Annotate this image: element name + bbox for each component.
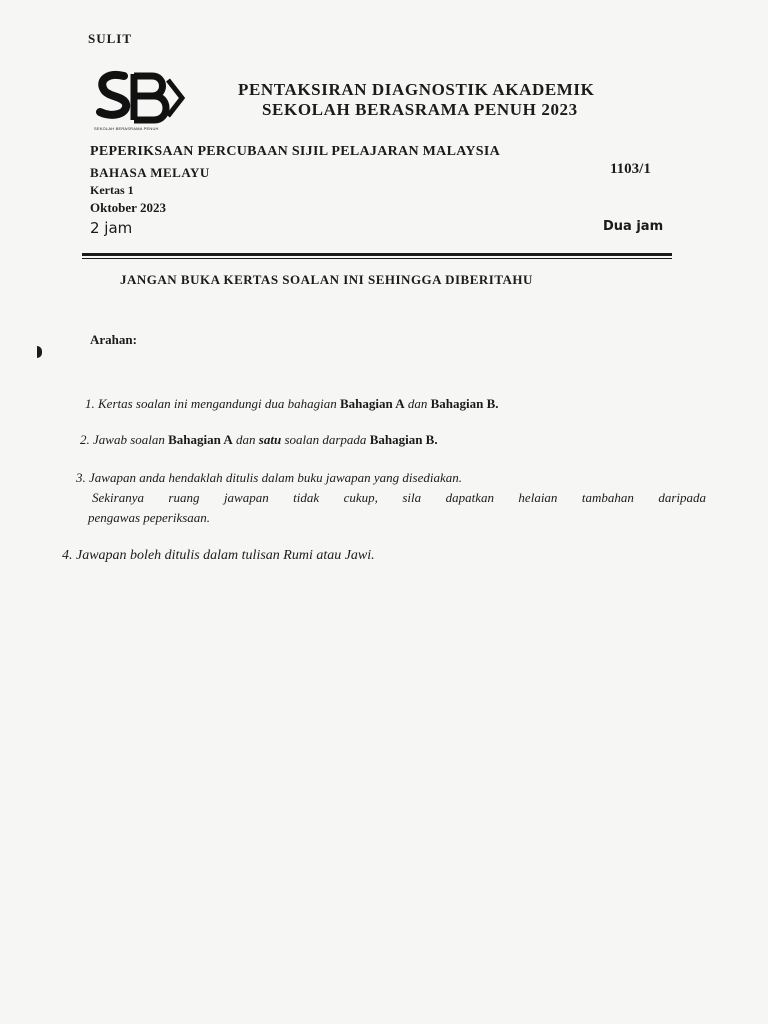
instruction-text: dan	[404, 396, 431, 411]
instruction-2	[80, 432, 438, 448]
divider-thick	[82, 253, 672, 256]
subject-name: BAHASA MELAYU	[90, 165, 210, 180]
title-line-1: PENTAKSIRAN DIAGNOSTIK AKADEMIK	[238, 80, 595, 99]
exam-name: PEPERIKSAAN PERCUBAAN SIJIL PELAJARAN MALAYSIA	[90, 144, 501, 159]
sbp-logo-icon	[94, 70, 186, 126]
instruction-text: Jawab soalan	[93, 432, 169, 447]
instruction-text: Kertas soalan ini mengandungi dua bahagian	[98, 396, 340, 411]
classification-label: SULIT	[88, 31, 133, 46]
exam-month: Oktober 2023	[90, 200, 166, 215]
paper-code: 1103/1	[610, 161, 651, 177]
title-line-2: SEKOLAH BERASRAMA PENUH 2023	[262, 100, 578, 119]
instruction-emphasis: Bahagian A	[168, 432, 233, 447]
duration-words: Dua jam	[603, 219, 664, 234]
instruction-emphasis: satu	[258, 432, 282, 447]
instruction-emphasis: Bahagian B.	[430, 396, 499, 411]
paper-number: Kertas 1	[90, 183, 134, 197]
instruction-text: soalan darpada	[281, 432, 370, 447]
instruction-number: 4.	[62, 548, 73, 563]
instruction-3-line-2: Sekiranya ruang jawapan tidak cukup, sila dapatkan helaian tambahan daripada	[92, 490, 706, 505]
instruction-text: Jawapan anda hendaklah ditulis dalam buku jawapan yang disediakan.	[89, 470, 462, 485]
sbp-logo	[94, 70, 186, 132]
instruction-number: 3.	[76, 470, 86, 485]
instruction-3	[76, 470, 462, 486]
instruction-number: 2.	[80, 432, 90, 447]
instruction-1	[85, 396, 499, 412]
duration: 2 jam	[90, 219, 133, 237]
divider-thin	[82, 258, 672, 259]
margin-mark	[37, 346, 42, 358]
instruction-text: dan	[232, 432, 259, 447]
instructions-heading: Arahan:	[90, 332, 137, 347]
instruction-number: 1.	[85, 396, 95, 411]
instruction-4	[62, 548, 375, 564]
instruction-text: Jawapan boleh ditulis dalam tulisan Rumi atau Jawi.	[76, 548, 375, 563]
instruction-emphasis: Bahagian B.	[369, 432, 438, 447]
logo-caption: SEKOLAH BERASRAMA PENUH	[94, 126, 159, 131]
instruction-3-line-3: pengawas peperiksaan.	[88, 510, 211, 525]
warning-text: JANGAN BUKA KERTAS SOALAN INI SEHINGGA DIBERITAHU	[120, 272, 533, 287]
instruction-emphasis: Bahagian A	[339, 396, 405, 411]
